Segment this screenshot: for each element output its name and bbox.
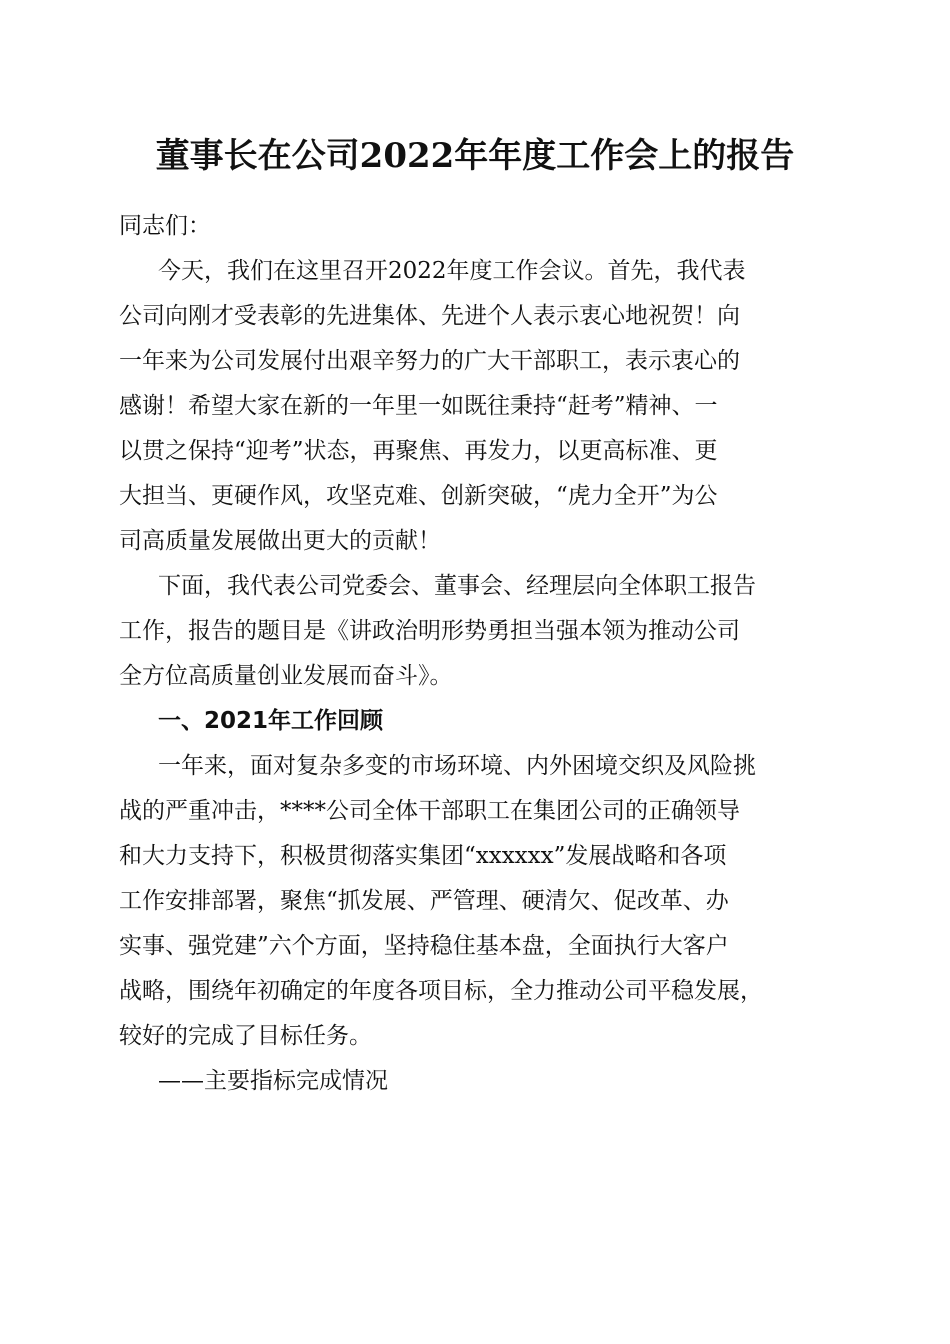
paragraph-line: 工作安排部署，聚焦“抓发展、严管理、硬清欠、促改革、办 (119, 888, 729, 914)
paragraph-line: 实事、强党建”六个方面，坚持稳住基本盘，全面执行大客户 (119, 933, 729, 959)
paragraph-line: 感谢！希望大家在新的一年里一如既往秉持“赶考”精神、一 (119, 393, 718, 419)
paragraph-line: 司高质量发展做出更大的贡献！ (119, 528, 441, 554)
paragraph-line: 大担当、更硬作风，攻坚克难、创新突破，“虎力全开”为公 (119, 483, 718, 509)
paragraph-report-topic (119, 564, 837, 699)
paragraph-review (119, 744, 837, 1059)
paragraph-line: 今天，我们在这里召开2022年度工作会议。首先，我代表 (158, 258, 746, 284)
paragraph-line: 一年来，面对复杂多变的市场环境、内外困境交织及风险挑 (158, 753, 756, 779)
document-title: 董事长在公司2022年年度工作会上的报告 (155, 136, 795, 176)
paragraph-line: 战的严重冲击，****公司全体干部职工在集团公司的正确领导 (119, 798, 740, 824)
subheading: ——主要指标完成情况 (158, 1068, 388, 1094)
paragraph-line: 和大力支持下，积极贯彻落实集团“xxxxxx”发展战略和各项 (119, 843, 727, 869)
document-body (119, 204, 837, 1104)
salutation: 同志们： (119, 213, 211, 239)
paragraph-line: 下面，我代表公司党委会、董事会、经理层向全体职工报告 (158, 573, 756, 599)
paragraph-line: 公司向刚才受表彰的先进集体、先进个人表示衷心地祝贺！向 (119, 303, 740, 329)
paragraph-opening (119, 249, 837, 564)
section-heading: 一、2021年工作回顾 (158, 708, 384, 734)
paragraph-line: 较好的完成了目标任务。 (119, 1023, 372, 1049)
paragraph-line: 战略，围绕年初确定的年度各项目标，全力推动公司平稳发展， (119, 978, 763, 1004)
paragraph-line: 一年来为公司发展付出艰辛努力的广大干部职工，表示衷心的 (119, 348, 740, 374)
paragraph-line: 以贯之保持“迎考”状态，再聚焦、再发力，以更高标准、更 (119, 438, 718, 464)
paragraph-line: 工作，报告的题目是《讲政治明形势勇担当强本领为推动公司 (119, 618, 740, 644)
paragraph-line: 全方位高质量创业发展而奋斗》。 (119, 663, 453, 689)
